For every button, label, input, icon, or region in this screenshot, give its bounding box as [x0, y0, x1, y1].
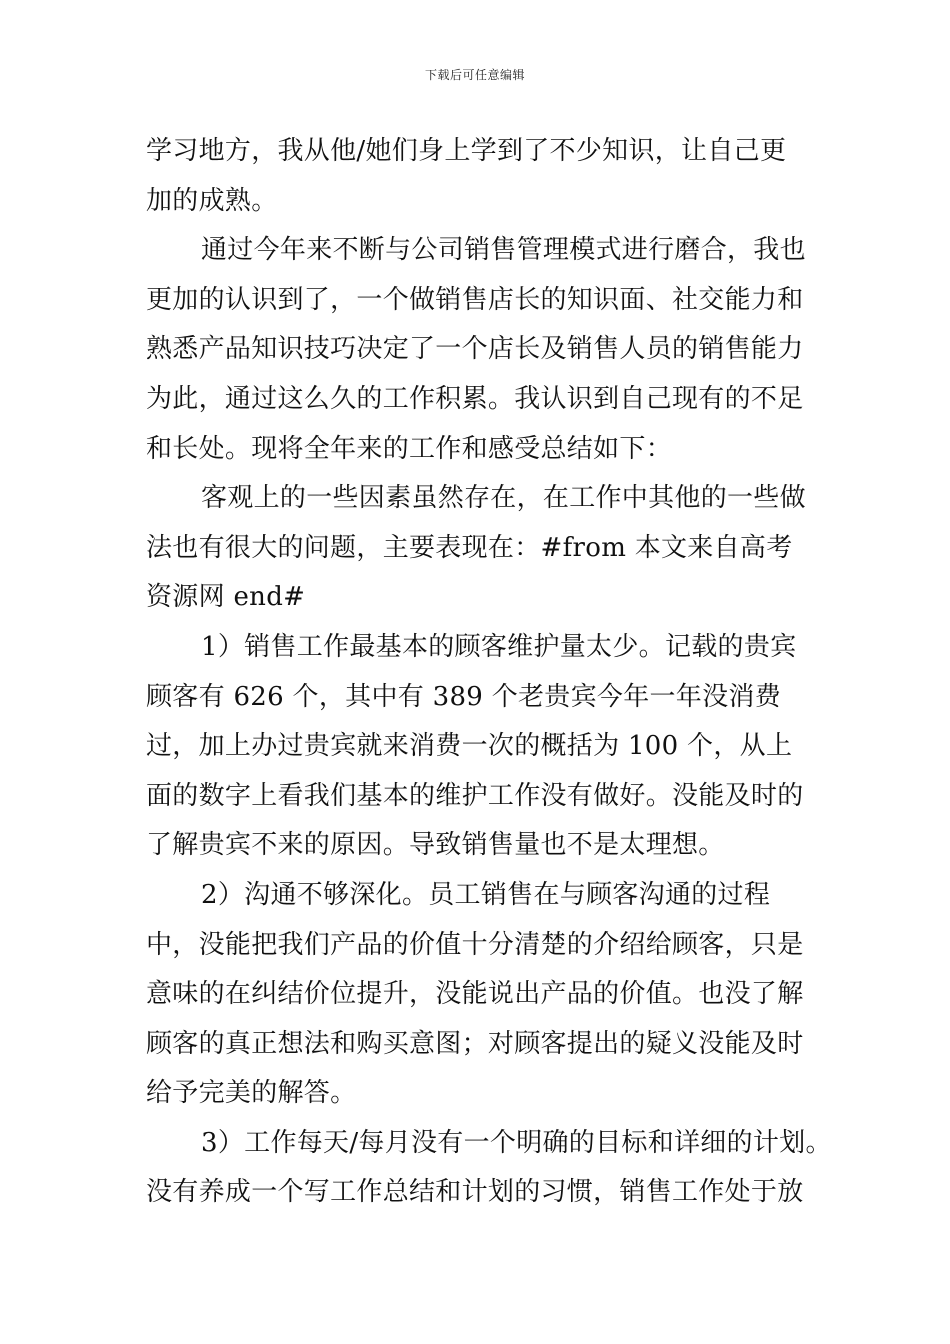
paragraph-2: 通过今年来不断与公司销售管理模式进行磨合，我也更加的认识到了，一个做销售店长的知识面、社交能力和熟悉产品知识技巧决定了一个店长及销售人员的销售能力为此，通过这么久的工作积累。我认识到自己现有的不足和长处。现将全年来的工作和感受总结如下： — [146, 235, 806, 464]
paragraph-1: 学习地方，我从他/她们身上学到了不少知识，让自己更加的成熟。 — [146, 136, 787, 216]
header-note: 下载后可任意编辑 — [424, 68, 525, 82]
paragraph-4: 1）销售工作最基本的顾客维护量太少。记载的贵宾顾客有 626 个，其中有 389 个老贵宾今年一年没消费过，加上办过贵宾就来消费一次的概括为 100 个，从上面的数字上看我们基本的维护工作没有做好。没能及时的了解贵宾不来的原因。导致销售量也不是太理想。 — [146, 631, 804, 861]
paragraph-5: 2）沟通不够深化。员工销售在与顾客沟通的过程中，没能把我们产品的价值十分清楚的介绍给顾客，只是意味的在纠结价位提升，没能说出产品的价值。也没了解顾客的真正想法和购买意图；对顾客提出的疑义没能及时给予完美的解答。 — [146, 879, 804, 1109]
paragraph-6: 3）工作每天/每月没有一个明确的目标和详细的计划。没有养成一个写工作总结和计划的习惯，销售工作处于放 — [146, 1127, 832, 1208]
paragraph-3: 客观上的一些因素虽然存在，在工作中其他的一些做法也有很大的问题，主要表现在：#from 本文来自高考资源网 end# — [146, 483, 806, 613]
document-body — [146, 127, 832, 1218]
